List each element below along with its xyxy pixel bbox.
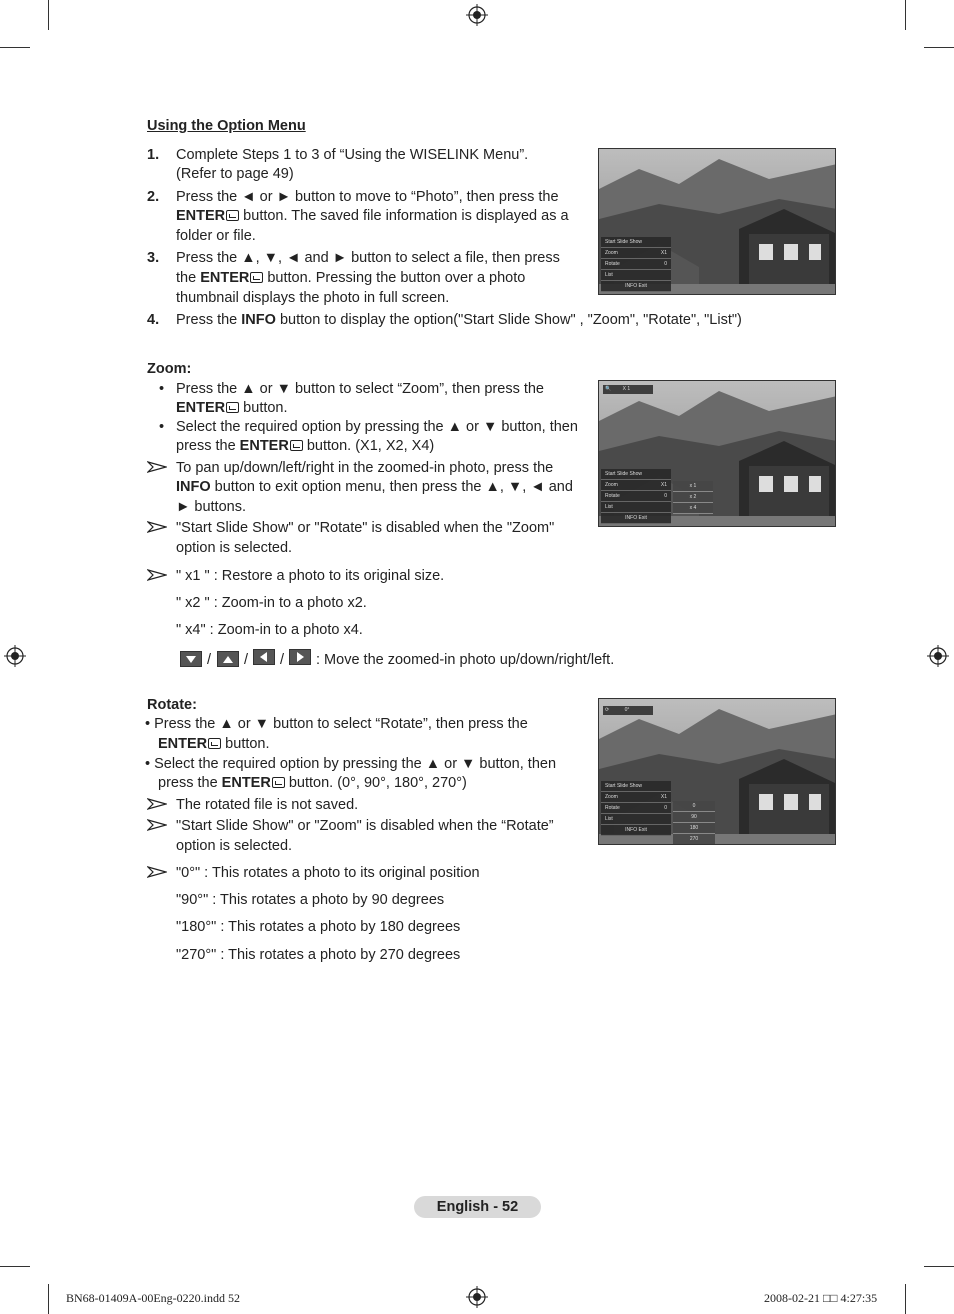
note-arrow-icon (147, 819, 167, 831)
menu-item-value: 0 (664, 805, 667, 811)
zoom-note-text: option is selected. (176, 540, 293, 556)
tv-screenshot-rotate (598, 698, 836, 845)
zoom-note-text (176, 478, 573, 498)
registration-mark-icon (466, 1286, 488, 1308)
zoom-note-text: "Start Slide Show" or "Rotate" is disabled when the "Zoom" (176, 520, 555, 536)
zoom-submenu (673, 481, 713, 514)
slash-separator: / (280, 652, 285, 668)
zoom-bullet-text (176, 399, 288, 419)
zoom-x4-text: " x4" : Zoom-in to a photo x4. (176, 622, 363, 638)
menu-item-value: X1 (660, 250, 667, 256)
rotate-option[interactable]: 180 (673, 823, 715, 834)
menu-footer (601, 825, 671, 836)
step-text: (Refer to page 49) (176, 166, 294, 182)
step-text-rest: button. The saved file information is displayed as a (239, 208, 569, 224)
menu-item-value: X1 (660, 482, 667, 488)
info-key-label: INFO (625, 283, 638, 289)
crop-mark (0, 47, 30, 48)
info-key-label: INFO (625, 827, 638, 833)
zoom-note-text: ► buttons. (176, 499, 246, 515)
exit-label: Exit (638, 827, 647, 833)
crop-mark (0, 1266, 30, 1267)
magnifier-icon: 🔍 (605, 386, 612, 392)
menu-item-start-slide-show[interactable]: Start Slide Show (601, 781, 671, 792)
menu-footer (601, 513, 671, 524)
registration-mark-icon (466, 4, 488, 26)
step-text (176, 269, 525, 289)
footer-date: 2008-02-21 □□ 4:27:35 (764, 1291, 878, 1305)
step-number: 2. (147, 189, 160, 205)
option-menu (601, 781, 671, 836)
left-button-icon (253, 649, 275, 665)
zoom-indicator-value: X 1 (622, 386, 631, 392)
registration-mark-icon (4, 645, 26, 667)
rotate-bullet-text (158, 774, 467, 794)
step-text: Press the ◄ or ► button to move to “Photo”, then press the (176, 189, 559, 205)
enter-icon (226, 402, 239, 413)
up-button-icon (217, 651, 239, 667)
enter-icon (290, 440, 303, 451)
rotate-270-text: "270°" : This rotates a photo by 270 degrees (176, 947, 461, 963)
menu-item-value: 0 (664, 493, 667, 499)
menu-item-value: 0 (664, 261, 667, 267)
step-text (176, 311, 742, 331)
menu-item-list[interactable]: List (601, 270, 671, 281)
tv-screenshot-zoom (598, 380, 836, 527)
note-arrow-icon (147, 798, 167, 810)
menu-item-label: Rotate (605, 493, 620, 499)
move-text: : Move the zoomed-in photo up/down/right/left. (316, 652, 615, 668)
slash-separator: / (207, 652, 212, 668)
right-button-icon (289, 649, 311, 665)
zoom-option[interactable]: x 2 (673, 492, 713, 503)
menu-item-start-slide-show[interactable]: Start Slide Show (601, 237, 671, 248)
rotate-bullet-rest: button. (0°, 90°, 180°, 270°) (284, 775, 467, 791)
info-label: INFO (241, 312, 276, 328)
tv-screenshot-option-menu (598, 148, 836, 295)
page-number: English - 52 (414, 1196, 541, 1218)
slash-separator: / (244, 652, 249, 668)
step-text-pre: the (176, 270, 201, 286)
menu-item-zoom[interactable] (601, 792, 671, 803)
crop-mark (924, 1266, 954, 1267)
option-menu (601, 469, 671, 524)
rotate-bullet-text: • Select the required option by pressing the ▲ or ▼ button, then (145, 756, 557, 772)
zoom-option[interactable]: x 1 (673, 481, 713, 492)
rotate-heading: Rotate: (147, 697, 197, 713)
rotate-0-text: "0°" : This rotates a photo to its original position (176, 865, 480, 881)
menu-item-list[interactable]: List (601, 502, 671, 513)
note-arrow-icon (147, 569, 167, 581)
rotate-bullet-pre: press the (158, 775, 222, 791)
exit-label: Exit (638, 515, 647, 521)
zoom-option[interactable]: x 4 (673, 503, 713, 514)
menu-footer (601, 281, 671, 292)
crop-mark (924, 47, 954, 48)
bullet-dot: • (159, 381, 165, 397)
crop-mark (905, 0, 906, 30)
zoom-bullet-text: Select the required option by pressing the ▲ or ▼ button, then (176, 419, 578, 435)
enter-icon (208, 738, 221, 749)
note-arrow-icon (147, 866, 167, 878)
zoom-bullet-text (176, 437, 434, 457)
rotate-90-text: "90°" : This rotates a photo by 90 degrees (176, 892, 445, 908)
zoom-x1-text: " x1 " : Restore a photo to its original size. (176, 568, 445, 584)
enter-label: ENTER (221, 775, 271, 791)
section-heading: Using the Option Menu (147, 118, 306, 134)
rotate-indicator (603, 706, 653, 715)
menu-item-label: Zoom (605, 482, 618, 488)
enter-icon (250, 272, 263, 283)
zoom-note-text: To pan up/down/left/right in the zoomed-in photo, press the (176, 460, 554, 476)
note-arrow-icon (147, 461, 167, 473)
step-text-pre: Press the (176, 312, 242, 328)
rotate-option[interactable]: 90 (673, 812, 715, 823)
crop-mark (905, 1284, 906, 1314)
down-button-icon (180, 651, 202, 667)
rotate-option[interactable]: 0 (673, 801, 715, 812)
rotate-note-text: "Start Slide Show" or "Zoom" is disabled when the “Rotate” (176, 818, 554, 834)
zoom-note-rest: button to exit option menu, then press the ▲, ▼, ◄ and (210, 479, 573, 495)
rotate-note-text: The rotated file is not saved. (176, 797, 359, 813)
menu-item-label: Zoom (605, 250, 618, 256)
step-number: 4. (147, 312, 160, 328)
enter-label: ENTER (239, 438, 289, 454)
enter-icon (272, 777, 285, 788)
footer-file-info: BN68-01409A-00Eng-0220.indd 52 (66, 1291, 240, 1305)
step-text: Press the ▲, ▼, ◄ and ► button to select a file, then press (176, 250, 560, 266)
menu-item-label: Zoom (605, 794, 618, 800)
menu-item-zoom[interactable] (601, 248, 671, 259)
step-text-rest: button. Pressing the button over a photo (263, 270, 526, 286)
step-text (176, 207, 569, 227)
enter-label: ENTER (176, 400, 226, 416)
rotate-icon: ⟳ (605, 707, 610, 713)
rotate-note-text: option is selected. (176, 838, 293, 854)
exit-label: Exit (638, 283, 647, 289)
rotate-bullet-rest: button. (221, 736, 270, 752)
menu-item-start-slide-show[interactable]: Start Slide Show (601, 469, 671, 480)
note-arrow-icon (147, 521, 167, 533)
step-number: 1. (147, 147, 160, 163)
enter-icon (226, 210, 239, 221)
step-text: folder or file. (176, 228, 256, 244)
step-text-rest: button to display the option("Start Slide Show" , "Zoom", "Rotate", "List") (275, 312, 742, 328)
rotate-bullet-text: • Press the ▲ or ▼ button to select “Rotate”, then press the (145, 716, 528, 732)
zoom-heading: Zoom: (147, 361, 192, 377)
zoom-x2-text: " x2 " : Zoom-in to a photo x2. (176, 595, 367, 611)
step-text: thumbnail displays the photo in full screen. (176, 290, 450, 306)
zoom-indicator (603, 385, 653, 394)
menu-item-label: Rotate (605, 805, 620, 811)
zoom-bullet-pre: press the (176, 438, 240, 454)
enter-label: ENTER (176, 208, 226, 224)
info-label: INFO (176, 479, 211, 495)
enter-label: ENTER (158, 736, 208, 752)
menu-item-zoom[interactable] (601, 480, 671, 491)
menu-item-label: Rotate (605, 261, 620, 267)
rotate-180-text: "180°" : This rotates a photo by 180 degrees (176, 919, 461, 935)
option-menu (601, 237, 671, 292)
menu-item-value: X1 (660, 794, 667, 800)
registration-mark-icon (927, 645, 949, 667)
menu-item-rotate[interactable] (601, 259, 671, 270)
rotate-submenu (673, 801, 715, 845)
rotate-bullet-text (158, 735, 270, 755)
zoom-bullet-rest: button. (X1, X2, X4) (302, 438, 435, 454)
bullet-dot: • (159, 419, 165, 435)
step-number: 3. (147, 250, 160, 266)
step-text: Complete Steps 1 to 3 of “Using the WISELINK Menu”. (176, 147, 529, 163)
menu-item-rotate[interactable] (601, 491, 671, 502)
zoom-bullet-text: Press the ▲ or ▼ button to select “Zoom”, then press the (176, 381, 545, 397)
crop-mark (48, 0, 49, 30)
menu-item-rotate[interactable] (601, 803, 671, 814)
enter-label: ENTER (200, 270, 250, 286)
menu-item-list[interactable]: List (601, 814, 671, 825)
rotate-indicator-value: 0° (624, 707, 630, 713)
rotate-option[interactable]: 270 (673, 834, 715, 845)
info-key-label: INFO (625, 515, 638, 521)
zoom-bullet-rest: button. (239, 400, 288, 416)
crop-mark (48, 1284, 49, 1314)
